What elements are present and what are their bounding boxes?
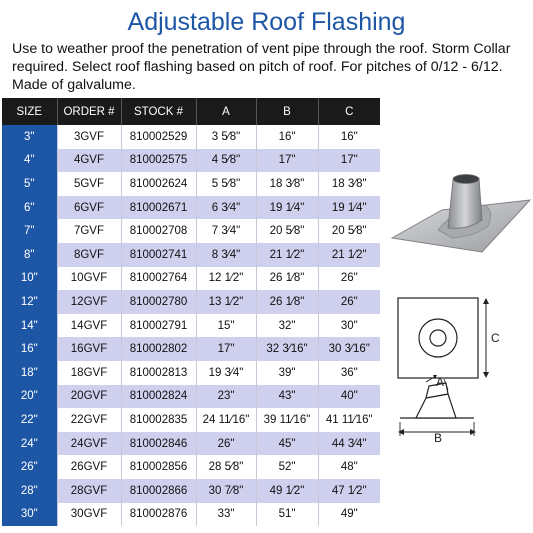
stock-number-cell: 810002741 [121,243,196,267]
dimension-a-cell: 7 3⁄4" [196,219,256,243]
dimension-b [398,422,476,445]
table-row [2,196,380,220]
order-number-cell: 30GVF [57,503,121,527]
dimension-c-cell: 18 3⁄8" [318,172,380,196]
size-cell: 5" [2,172,57,196]
dimension-b-cell: 51" [256,503,318,527]
dimension-b-cell: 52" [256,455,318,479]
dimension-c-cell: 17" [318,149,380,173]
dimension-c-cell: 20 5⁄8" [318,219,380,243]
dimension-a-cell: 5 5⁄8" [196,172,256,196]
order-number-cell: 3GVF [57,125,121,149]
table-row [2,219,380,243]
dimension-c-cell: 21 1⁄2" [318,243,380,267]
table-row [2,385,380,409]
dimension-c-cell: 16" [318,125,380,149]
size-cell: 20" [2,385,57,409]
top-view [398,298,478,378]
dimension-a-cell: 8 3⁄4" [196,243,256,267]
dimension-diagram [390,290,533,450]
order-number-cell: 4GVF [57,149,121,173]
size-cell: 3" [2,125,57,149]
column-header: ORDER # [57,98,121,125]
order-number-cell: 10GVF [57,267,121,291]
stock-number-cell: 810002671 [121,196,196,220]
stock-number-cell: 810002764 [121,267,196,291]
stock-number-cell: 810002624 [121,172,196,196]
roof-flashing-photo [390,140,533,275]
size-cell: 26" [2,455,57,479]
size-cell: 30" [2,503,57,527]
spec-table [2,98,380,526]
dimension-a-cell: 15" [196,314,256,338]
dimension-b-cell: 21 1⁄2" [256,243,318,267]
table-body [2,125,380,526]
order-number-cell: 16GVF [57,337,121,361]
dimension-b-cell: 32" [256,314,318,338]
stock-number-cell: 810002529 [121,125,196,149]
dimension-b-cell: 43" [256,385,318,409]
size-cell: 6" [2,196,57,220]
table-row [2,172,380,196]
table-row [2,290,380,314]
dimension-c-cell: 41 11⁄16" [318,408,380,432]
page-title: Adjustable Roof Flashing [127,8,406,36]
dimension-b-cell: 19 1⁄4" [256,196,318,220]
dimension-b-cell: 32 3⁄16" [256,337,318,361]
order-number-cell: 22GVF [57,408,121,432]
column-header: SIZE [2,98,57,125]
size-cell: 16" [2,337,57,361]
stock-number-cell: 810002780 [121,290,196,314]
label-c: C [491,331,500,345]
dimension-c-cell: 26" [318,290,380,314]
dimension-b-cell: 39 11⁄16" [256,408,318,432]
dimension-c-cell: 48" [318,455,380,479]
order-number-cell: 6GVF [57,196,121,220]
column-header: B [256,98,318,125]
dimension-b-cell: 20 5⁄8" [256,219,318,243]
column-header: STOCK # [121,98,196,125]
dimension-c-cell: 47 1⁄2" [318,479,380,503]
dimension-a-cell: 28 5⁄8" [196,455,256,479]
dimension-a-cell: 26" [196,432,256,456]
stock-number-cell: 810002575 [121,149,196,173]
dimension-a-cell: 4 5⁄8" [196,149,256,173]
table-row [2,243,380,267]
table-row [2,267,380,291]
table-row [2,361,380,385]
stock-number-cell: 810002824 [121,385,196,409]
dimension-a-cell: 17" [196,337,256,361]
dimension-a-cell: 6 3⁄4" [196,196,256,220]
dimension-c-cell: 30 3⁄16" [318,337,380,361]
order-number-cell: 24GVF [57,432,121,456]
dimension-a-cell: 33" [196,503,256,527]
table-row [2,314,380,338]
dimension-b-cell: 18 3⁄8" [256,172,318,196]
dimension-a-cell: 19 3⁄4" [196,361,256,385]
dimension-c-cell: 30" [318,314,380,338]
dimension-c-cell: 49" [318,503,380,527]
stock-number-cell: 810002708 [121,219,196,243]
dimension-c-cell: 36" [318,361,380,385]
dimension-c [483,298,500,378]
order-number-cell: 12GVF [57,290,121,314]
dimension-c-cell: 26" [318,267,380,291]
order-number-cell: 7GVF [57,219,121,243]
table-row [2,479,380,503]
table-row [2,337,380,361]
table-row [2,149,380,173]
dimension-a-cell: 24 11⁄16" [196,408,256,432]
order-number-cell: 20GVF [57,385,121,409]
column-header: C [318,98,380,125]
size-cell: 28" [2,479,57,503]
dimension-b-cell: 26 1⁄8" [256,290,318,314]
order-number-cell: 28GVF [57,479,121,503]
stock-number-cell: 810002791 [121,314,196,338]
stock-number-cell: 810002846 [121,432,196,456]
stock-number-cell: 810002802 [121,337,196,361]
size-cell: 22" [2,408,57,432]
side-view [400,375,474,418]
stock-number-cell: 810002856 [121,455,196,479]
size-cell: 10" [2,267,57,291]
column-header: A [196,98,256,125]
dimension-b-cell: 45" [256,432,318,456]
order-number-cell: 5GVF [57,172,121,196]
table-row [2,432,380,456]
dimension-b-cell: 17" [256,149,318,173]
dimension-b-cell: 49 1⁄2" [256,479,318,503]
table-row [2,408,380,432]
stock-number-cell: 810002866 [121,479,196,503]
order-number-cell: 8GVF [57,243,121,267]
stock-number-cell: 810002835 [121,408,196,432]
label-b: B [434,431,443,445]
size-cell: 12" [2,290,57,314]
dimension-b-cell: 39" [256,361,318,385]
size-cell: 7" [2,219,57,243]
size-cell: 4" [2,149,57,173]
dimension-c-cell: 19 1⁄4" [318,196,380,220]
order-number-cell: 26GVF [57,455,121,479]
label-a: A [436,375,445,389]
size-cell: 24" [2,432,57,456]
dimension-a-cell: 3 5⁄8" [196,125,256,149]
table-header-row [2,98,380,125]
dimension-a-cell: 23" [196,385,256,409]
table-row [2,125,380,149]
size-cell: 18" [2,361,57,385]
size-cell: 14" [2,314,57,338]
table-row [2,455,380,479]
stock-number-cell: 810002876 [121,503,196,527]
dimension-a-cell: 13 1⁄2" [196,290,256,314]
dimension-c-cell: 44 3⁄4" [318,432,380,456]
order-number-cell: 18GVF [57,361,121,385]
product-description: Use to weather proof the penetration of vent pipe through the roof. Storm Collar required. Select roof flashing based on pitch of roof. For pitches of 0/12 - 6/12. Made of galvalume. [12,41,511,93]
dimension-c-cell: 40" [318,385,380,409]
dimension-a-cell: 30 7⁄8" [196,479,256,503]
dimension-b-cell: 26 1⁄8" [256,267,318,291]
size-cell: 8" [2,243,57,267]
dimension-b-cell: 16" [256,125,318,149]
dimension-a-cell: 12 1⁄2" [196,267,256,291]
table-row [2,503,380,527]
order-number-cell: 14GVF [57,314,121,338]
stock-number-cell: 810002813 [121,361,196,385]
